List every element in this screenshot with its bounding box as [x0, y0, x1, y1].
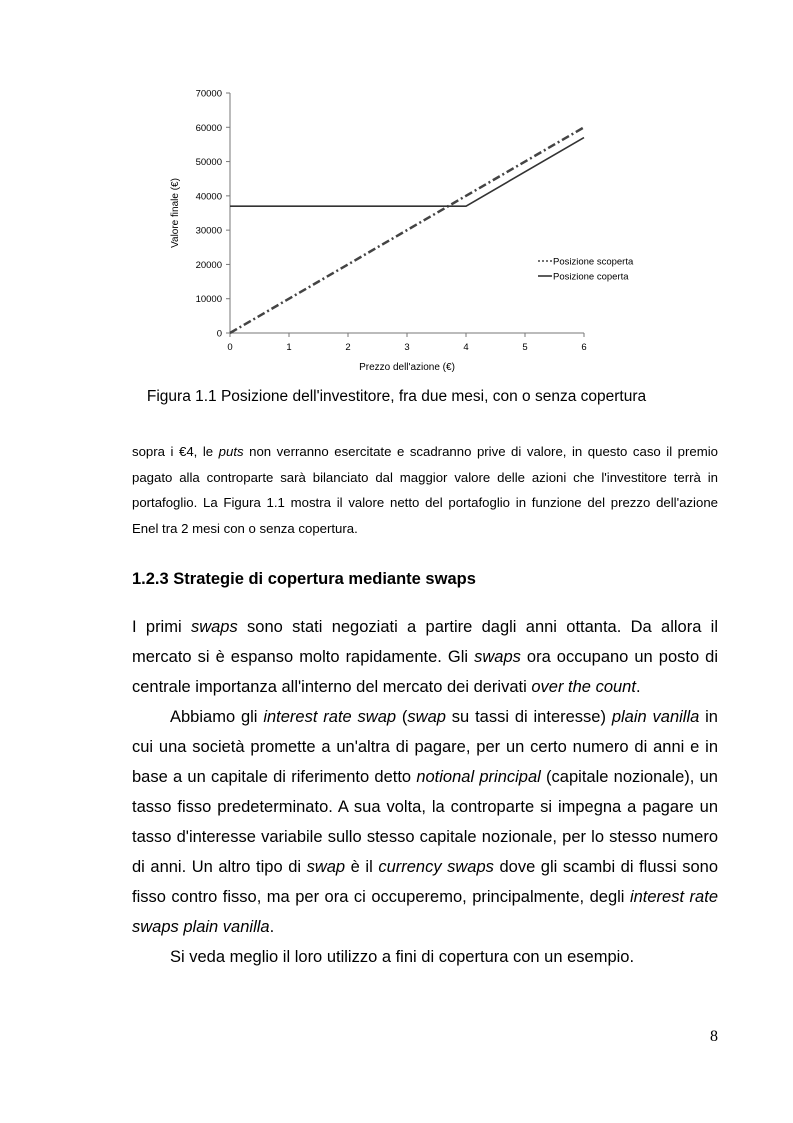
- x-axis-label: Prezzo dell'azione (€): [359, 362, 455, 373]
- para3-italic-3: plain vanilla: [611, 708, 700, 726]
- legend-label-2: Posizione coperta: [553, 271, 629, 283]
- payoff-chart: [160, 80, 660, 380]
- para3-text-8: .: [269, 918, 275, 936]
- paragraph-3: [132, 702, 718, 942]
- series-line-2: [230, 138, 584, 207]
- y-tick-label: 40000: [195, 191, 222, 203]
- y-tick-label: 60000: [195, 122, 222, 134]
- para1-text-2: non verranno esercitate e scadranno prive di valore, in questo caso il premio pagato alla controparte sarà bilanciato dal maggior valore delle azioni che l'investitore terrà in portafoglio. La Figura 1.1 mostra il valore netto del portafoglio in funzione del prezzo dell'azione Enel tra 2 mesi con o senza copertura.: [132, 444, 718, 536]
- para3-italic-1: interest rate swap: [263, 708, 397, 726]
- para3-text-5: (capitale nozionale), un tasso fisso predeterminato. A sua volta, la controparte si impegna a pagare un tasso d'interesse variabile sullo stesso capitale nozionale, per lo stesso numero di anni. Un altro tipo di: [132, 768, 718, 876]
- section-body: [132, 612, 718, 972]
- para1-italic-puts: puts: [218, 444, 244, 459]
- para2-italic-2: swaps: [474, 648, 521, 666]
- figure-caption: Figura 1.1 Posizione dell'investitore, fra due mesi, con o senza copertura: [146, 388, 647, 405]
- y-tick-label: 70000: [195, 88, 222, 100]
- para2-text-4: .: [635, 678, 641, 696]
- para3-text-1: Abbiamo gli: [170, 708, 264, 726]
- y-tick-label: 0: [216, 328, 222, 340]
- x-tick-label: 6: [581, 342, 587, 353]
- para2-text-1: I primi: [132, 618, 191, 636]
- para3-italic-7: interest rate swaps plain vanilla: [132, 888, 718, 936]
- para3-italic-6: currency swaps: [378, 858, 494, 876]
- x-tick-label: 0: [227, 342, 233, 353]
- y-tick-label: 10000: [195, 294, 222, 306]
- paragraph-4: Si veda meglio il loro utilizzo a fini di copertura con un esempio.: [170, 948, 635, 966]
- paragraph-1: [132, 439, 718, 541]
- para3-text-3: su tassi di interesse): [445, 708, 612, 726]
- series-line-1: [230, 127, 584, 333]
- para3-text-7: dove gli scambi di flussi sono fisso contro fisso, ma per ora ci occuperemo, principalmente, degli: [132, 858, 719, 906]
- x-tick-label: 5: [522, 342, 528, 353]
- x-tick-label: 1: [286, 342, 292, 353]
- section-heading: 1.2.3 Strategie di copertura mediante swaps: [132, 570, 476, 588]
- para2-italic-3: over the count: [531, 678, 636, 696]
- x-tick-label: 2: [345, 342, 351, 353]
- para1-text-1: sopra i €4, le: [132, 444, 219, 459]
- para3-text-6: è il: [345, 858, 379, 876]
- para2-text-2: sono stati negoziati a partire dagli anni ottanta. Da allora il mercato si è espanso molto rapidamente. Gli: [132, 618, 719, 666]
- page-number: 8: [710, 1028, 718, 1045]
- y-axis-label: Valore finale (€): [170, 178, 181, 248]
- para3-text-4: in cui una società promette a un'altra di pagare, per un certo numero di anni e in base a un capitale di riferimento detto: [132, 708, 718, 786]
- para3-italic-2: swap: [407, 708, 446, 726]
- para2-text-3: ora occupano un posto di centrale importanza all'interno del mercato dei derivati: [132, 648, 718, 696]
- para3-italic-5: swap: [306, 858, 346, 876]
- para2-italic-1: swaps: [190, 618, 238, 636]
- paragraph-2: [132, 612, 718, 702]
- y-tick-label: 20000: [195, 259, 222, 271]
- x-tick-label: 3: [404, 342, 410, 353]
- para3-italic-4: notional principal: [416, 768, 541, 786]
- para3-text-2: (: [396, 708, 408, 726]
- y-tick-label: 50000: [195, 157, 222, 169]
- legend-label-1: Posizione scoperta: [553, 256, 634, 268]
- x-tick-label: 4: [463, 342, 469, 353]
- y-tick-label: 30000: [195, 225, 222, 237]
